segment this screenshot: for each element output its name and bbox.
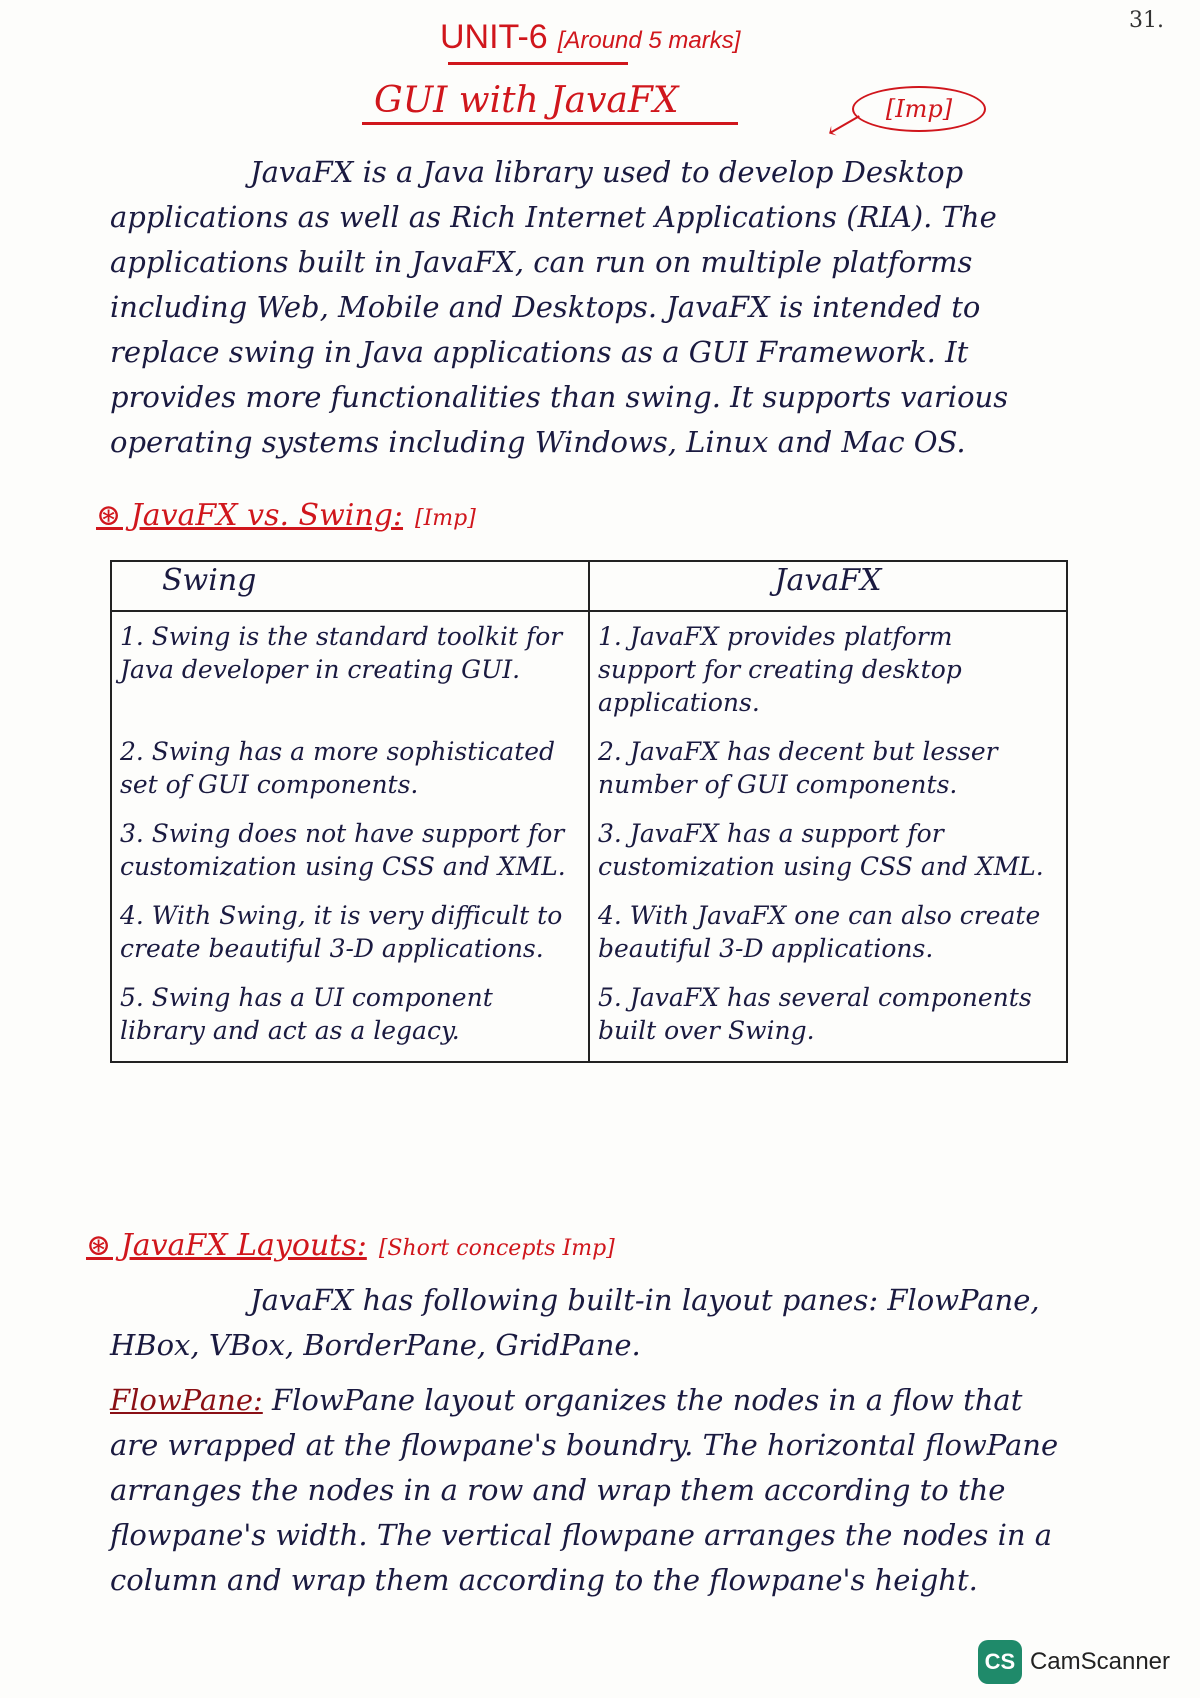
table-row bbox=[111, 611, 1067, 727]
javafx-cell: 5. JavaFX has several components built over Swing. bbox=[589, 973, 1067, 1062]
page-number: 31. bbox=[1129, 8, 1164, 33]
layouts-imp: [Short concepts Imp] bbox=[378, 1236, 615, 1261]
comparison-heading bbox=[96, 498, 476, 533]
swing-cell: 2. Swing has a more sophisticated set of GUI components. bbox=[111, 727, 589, 809]
camscanner-label: CamScanner bbox=[1029, 1648, 1170, 1675]
flowpane-text: FlowPane layout organizes the nodes in a flow that are wrapped at the flowpane's boundry. The horizontal flowPane arranges the nodes in a row and wrap them according to the flowpane's width. The vertical flowpane arranges the nodes in a column and wrap them according to the flowpane's height. bbox=[110, 1383, 1059, 1597]
unit-label: UNIT-6 bbox=[440, 18, 548, 56]
layouts-intro: JavaFX has following built-in layout panes: FlowPane, HBox, VBox, BorderPane, GridPane. bbox=[110, 1283, 1040, 1362]
column-header-swing: Swing bbox=[111, 561, 589, 611]
table-row bbox=[111, 973, 1067, 1062]
comparison-imp: [Imp] bbox=[415, 506, 476, 531]
unit-title bbox=[440, 18, 740, 57]
table-row bbox=[111, 727, 1067, 809]
comparison-heading-text: ⊛ JavaFX vs. Swing: bbox=[96, 498, 404, 533]
layouts-heading-text: ⊛ JavaFX Layouts: bbox=[86, 1228, 367, 1263]
column-header-javafx: JavaFX bbox=[589, 561, 1067, 611]
swing-cell: 3. Swing does not have support for customization using CSS and XML. bbox=[111, 809, 589, 891]
swing-cell: 4. With Swing, it is very difficult to create beautiful 3-D applications. bbox=[111, 891, 589, 973]
intro-paragraph: JavaFX is a Java library used to develop Desktop applications as well as Rich Internet Applications (RIA). The applications built in JavaFX, can run on multiple platforms including Web, Mobile and Desktops. JavaFX is intended to replace swing in Java applications as a GUI Framework. It provides more functionalities than swing. It supports various operating systems including Windows, Linux and Mac OS. bbox=[110, 155, 1009, 459]
swing-cell: 1. Swing is the standard toolkit for Java developer in creating GUI. bbox=[111, 611, 589, 727]
table-row bbox=[111, 891, 1067, 973]
subject-underline bbox=[362, 122, 738, 125]
subject-title: GUI with JavaFX bbox=[374, 80, 679, 121]
swing-cell: 5. Swing has a UI component library and act as a legacy. bbox=[111, 973, 589, 1062]
marks-label: [Around 5 marks] bbox=[557, 27, 741, 54]
camscanner-logo-icon: CS bbox=[978, 1640, 1022, 1684]
javafx-cell: 1. JavaFX provides platform support for creating desktop applications. bbox=[589, 611, 1067, 727]
camscanner-watermark bbox=[978, 1640, 1170, 1684]
layouts-heading bbox=[86, 1228, 615, 1263]
unit-underline bbox=[448, 62, 628, 65]
javafx-cell: 3. JavaFX has a support for customization using CSS and XML. bbox=[589, 809, 1067, 891]
flowpane-paragraph bbox=[110, 1378, 1070, 1603]
arrow-icon: ⟵ bbox=[820, 102, 869, 148]
comparison-table bbox=[110, 560, 1068, 1063]
imp-badge: [Imp] bbox=[852, 86, 986, 132]
javafx-cell: 2. JavaFX has decent but lesser number of GUI components. bbox=[589, 727, 1067, 809]
flowpane-label: FlowPane: bbox=[110, 1383, 263, 1417]
table-row bbox=[111, 809, 1067, 891]
javafx-cell: 4. With JavaFX one can also create beautiful 3-D applications. bbox=[589, 891, 1067, 973]
